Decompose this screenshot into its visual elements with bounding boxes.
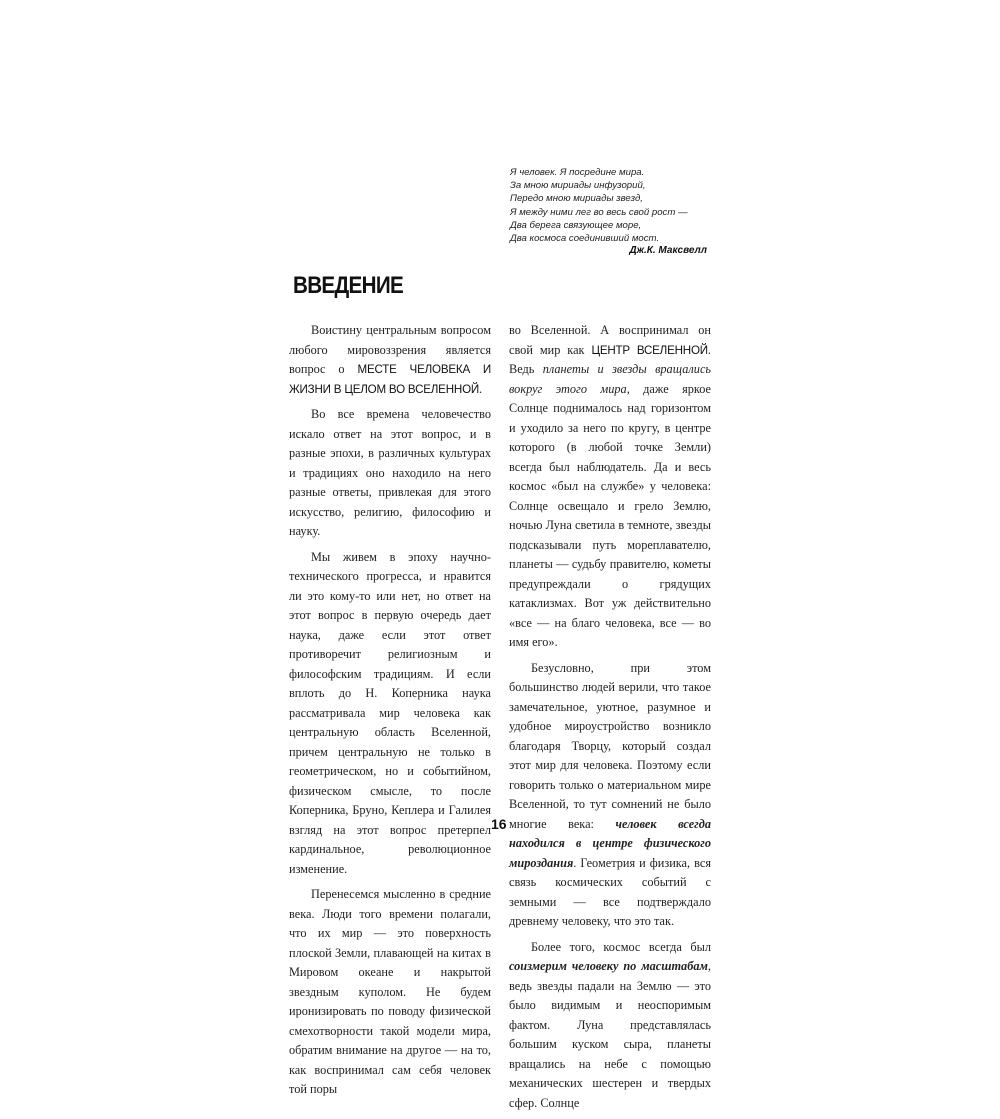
- paragraph: Мы живем в эпоху научно-технического прогресса, и нравится ли это кому-то или нет, но ответ на этот вопрос в первую очередь дает наука, даже если этот ответ противоречит религиозным и философским традициям. И если вплоть до Н. Коперника наука рассматривала мир человека как центральную область Вселенной, причем центральную не только в геометрическом, но и событийном, физическом смысле, то после Коперника, Бруно, Кеплера и Галилея взгляд на этот вопрос претерпел кардинальное, революционное изменение.: [289, 549, 491, 876]
- paragraph-text: Безусловно, при этом большинство людей верили, что такое замечательное, уютное, разумное и удобное мироустройство возникло благодаря Творцу, который создал этот мир для человека. Поэтому если говорить только о материальном мире Вселенной, то тут сомнений не было многие века:: [509, 660, 711, 831]
- epigraph: [510, 166, 710, 245]
- emphasis-italic: планеты и звезды вращались вокруг этого мира: [509, 362, 712, 396]
- paragraph-text: Более того, космос всегда был: [531, 939, 711, 954]
- right-column: [509, 321, 711, 1119]
- paragraph-text: . Геометрия и физика, вся связь космических событий с земными — все подтверждало древнему человеку, что это так.: [509, 855, 711, 928]
- paragraph: Во все времена человечество искало ответ на этот вопрос, и в разные эпохи, в различных культурах и традициях оно находило на него разные ответы, привлекая для этого искусство, религию, философию и науку.: [289, 407, 491, 538]
- paragraph-text: .: [479, 381, 483, 396]
- epigraph-line: Два космоса соединивший мост.: [510, 233, 660, 245]
- emphasis-bold-italic: человек всегда находился в центре физического мироздания: [509, 816, 711, 870]
- epigraph-author: Дж.К. Максвелл: [629, 245, 707, 256]
- epigraph-line: Я человек. Я посредине мира.: [510, 167, 645, 178]
- epigraph-line: Два берега связующее море,: [510, 219, 642, 231]
- paragraph: [509, 659, 711, 932]
- paragraph-text: . Ведь: [509, 342, 711, 376]
- paragraph: [509, 938, 711, 1114]
- emphasis-bold-italic: соизмерим человеку по масштабам: [509, 959, 708, 973]
- paragraph-text: , ведь звезды падали на Землю — это было видимым и неоспоримым фактом. Луна представлялась большим куском сыра, планеты вращались на небе с помощью механических шестерен и твердых сфер. Солнце: [509, 959, 711, 1110]
- page-number: 16: [491, 816, 507, 832]
- paragraph: [509, 321, 711, 653]
- paragraph: Перенесемся мысленно в средние века. Люди того времени полагали, что их мир — это поверхность плоской Земли, плавающей на китах в Мировом океане и накрытой звездным куполом. Не будем иронизировать по поводу физической смехотворности такой модели мира, обратим внимание на другое — на то, как воспринимал сам себя человек той поры: [289, 887, 491, 1096]
- paragraph-text: Воистину центральным вопросом любого мировоззрения является вопрос о: [289, 323, 491, 376]
- emphasis-caps: ЦЕНТР ВСЕЛЕННОЙ: [591, 343, 708, 357]
- left-column: [289, 321, 491, 1106]
- epigraph-line: Я между ними лег во весь свой рост —: [510, 206, 688, 218]
- epigraph-line: За мною мириады инфузорий,: [510, 180, 646, 192]
- chapter-heading: ВВЕДЕНИЕ: [293, 272, 404, 299]
- emphasis-caps: МЕСТЕ ЧЕЛОВЕКА И ЖИЗНИ В ЦЕЛОМ ВО ВСЕЛЕННОЙ: [289, 363, 491, 396]
- paragraph-text: во Вселенной. А воспринимал он свой мир как: [509, 323, 711, 357]
- paragraph-text: , даже яркое Солнце поднималось над горизонтом и уходило за него по кругу, в центре которого (в любой точке Земли) всегда был наблюдатель. Да и весь космос «был на службе» у человека: Солнце освещало и грело Землю, ночью Луна светила в темноте, звезды подсказывали путь мореплавателю, планеты — судьбу правителю, кометы предупреждали о грядущих катаклизмах. Вот уж действительно «все — на благо человека, все — во имя его».: [509, 381, 712, 649]
- epigraph-line: Передо мною мириады звезд,: [510, 193, 643, 205]
- paragraph: [289, 321, 491, 399]
